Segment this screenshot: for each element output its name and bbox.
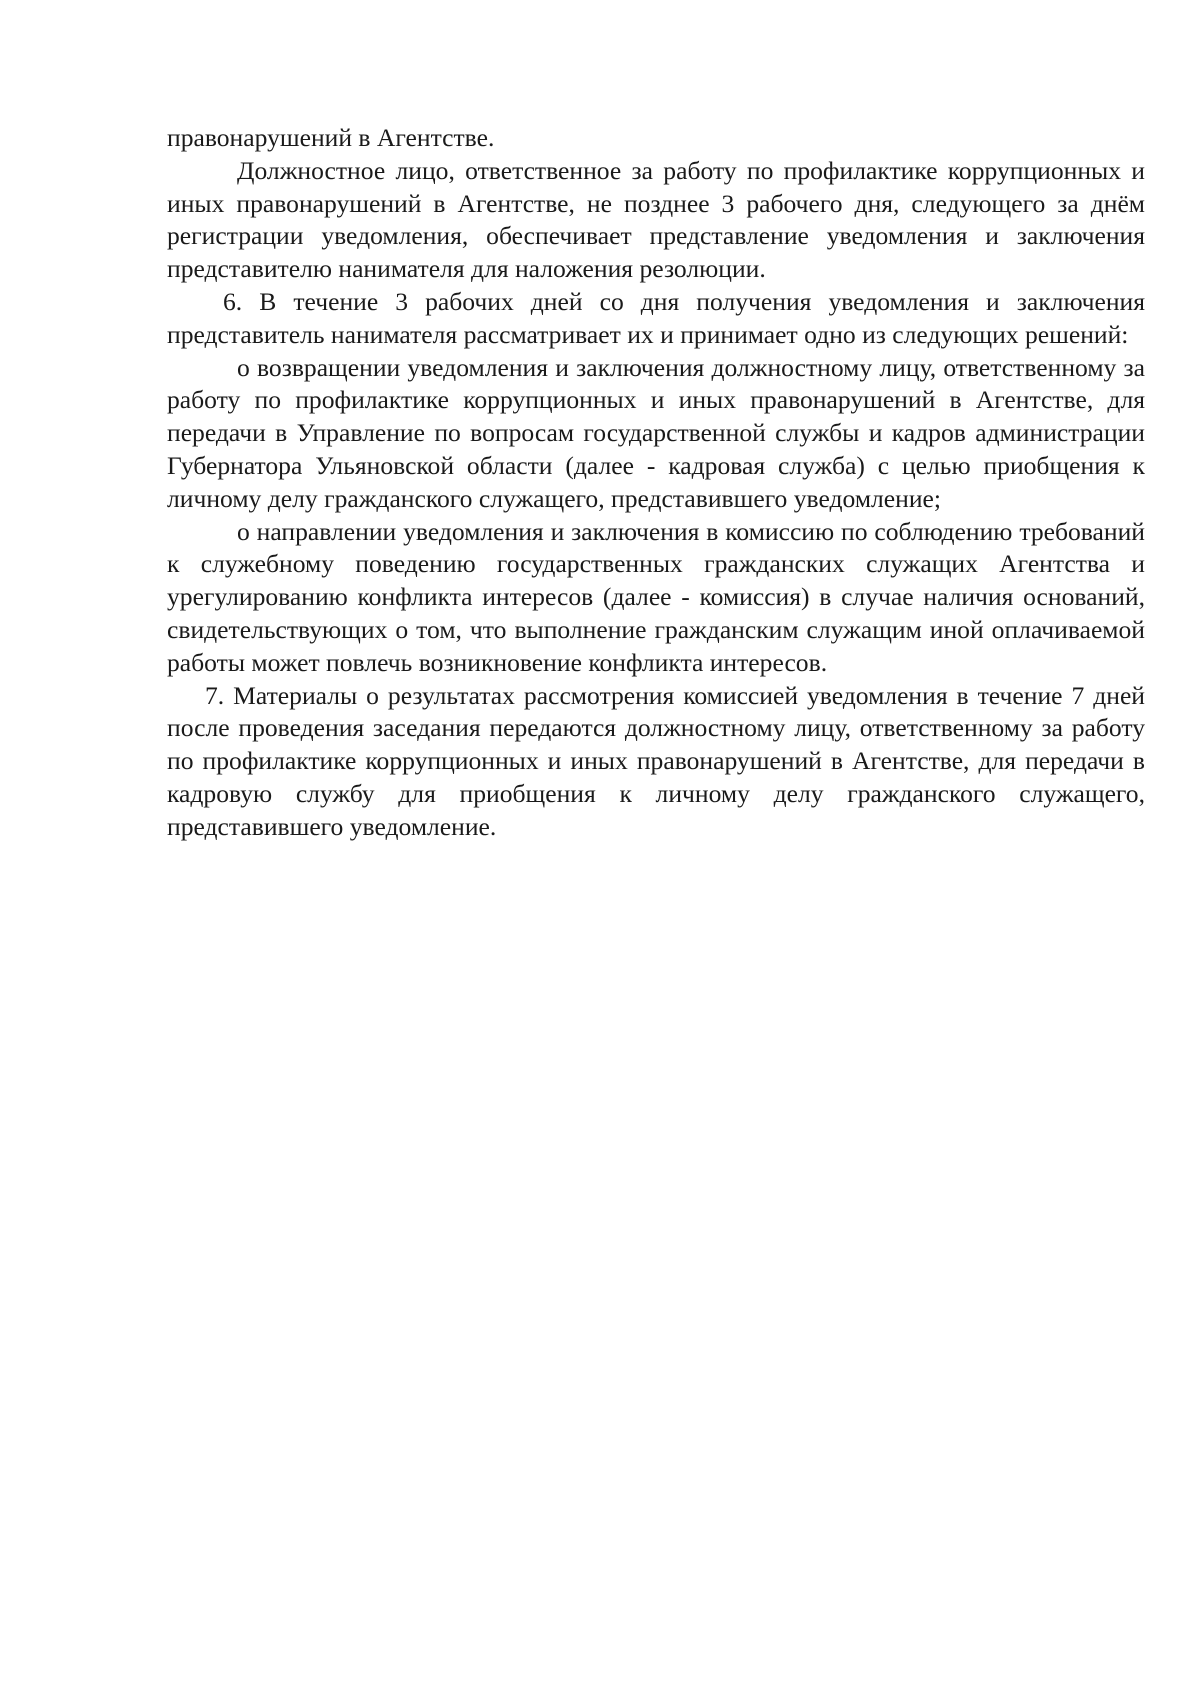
paragraph-decision-commission: о направлении уведомления и заключения в комиссию по соблюдению требований к служебному поведению государственных гражданских служащих Агентства и урегулированию конфликта интересов (далее - комиссия) в случае наличия оснований, свидетельствующих о том, что выполнение гражданским служащим иной оплачиваемой работы может повлечь возникновение конфликта интересов. <box>167 516 1145 677</box>
paragraph-item-6: 6. В течение 3 рабочих дней со дня получения уведомления и заключения представитель нанимателя рассматривает их и принимает одно из следующих решений: <box>167 286 1145 349</box>
paragraph-official-responsibility: Должностное лицо, ответственное за работу по профилактике коррупционных и иных правонарушений в Агентстве, не позднее 3 рабочего дня, следующего за днём регистрации уведомления, обеспечивает представление уведомления и заключения представителю нанимателя для наложения резолюции. <box>167 155 1145 284</box>
paragraph-continuation: правонарушений в Агентстве. <box>167 123 495 152</box>
paragraph-decision-return: о возвращении уведомления и заключения должностному лицу, ответственному за работу по профилактике коррупционных и иных правонарушений в Агентстве, для передачи в Управление по вопросам государственной службы и кадров администрации Губернатора Ульяновской области (далее - кадровая служба) с целью приобщения к личному делу гражданского служащего, представившего уведомление; <box>167 352 1145 513</box>
document-body <box>167 122 1145 844</box>
paragraph-item-7: 7. Материалы о результатах рассмотрения комиссией уведомления в течение 7 дней после проведения заседания передаются должностному лицу, ответственному за работу по профилактике коррупционных и иных правонарушений в Агентстве, для передачи в кадровую службу для приобщения к личному делу гражданского служащего, представившего уведомление. <box>167 680 1145 841</box>
